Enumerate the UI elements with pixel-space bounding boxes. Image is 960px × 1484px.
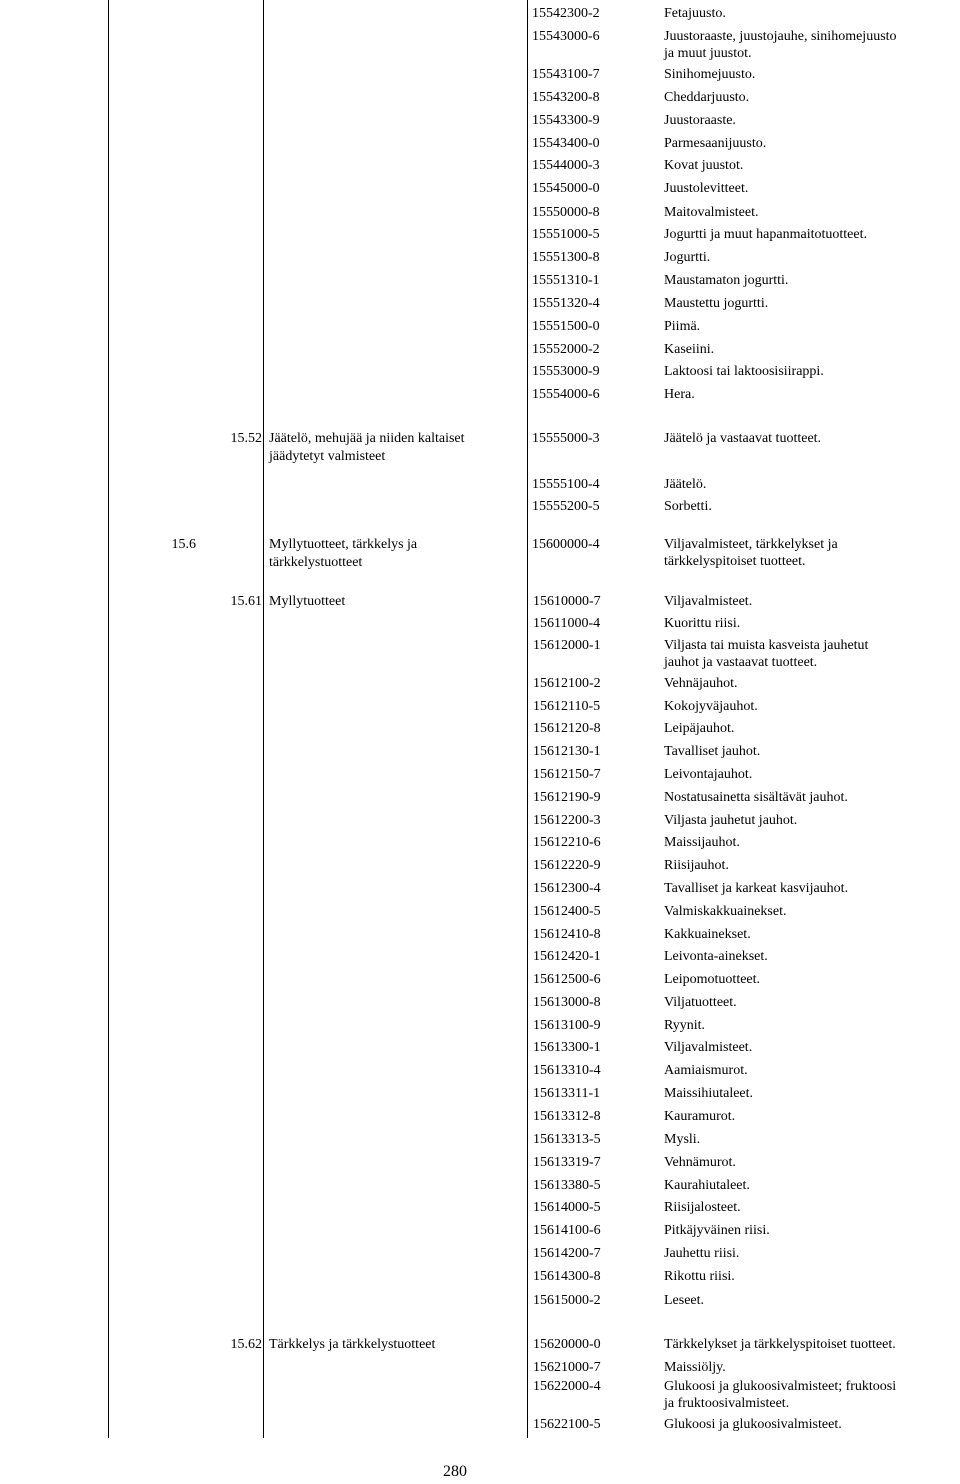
cpv-description: Sinihomejuusto. [664, 67, 756, 82]
cpv-code: 15612130-1 [533, 744, 601, 759]
cpv-description: Viljasta jauhetut jauhot. [664, 813, 798, 828]
cpv-code: 15555200-5 [532, 499, 600, 514]
cpv-code: 15614200-7 [533, 1246, 601, 1261]
cpv-description: Viljatuotteet. [664, 995, 737, 1010]
cpv-code: 15600000-4 [532, 537, 600, 552]
cpv-code: 15613311-1 [533, 1086, 601, 1101]
cpv-description: Riisijalosteet. [664, 1200, 741, 1215]
cpv-description: Tavalliset jauhot. [664, 744, 761, 759]
cpv-code: 15613310-4 [533, 1063, 601, 1078]
cpv-code: 15551300-8 [532, 250, 600, 265]
cpv-description: Riisijauhot. [664, 858, 729, 873]
cpv-description: ja muut juustot. [664, 46, 752, 61]
cpv-description: Mysli. [664, 1132, 701, 1147]
cpv-description: Glukoosi ja glukoosivalmisteet; fruktoosi [664, 1379, 897, 1394]
cpv-description: Vehnäjauhot. [664, 676, 738, 691]
section-number: 15.62 [230, 1337, 262, 1352]
cpv-description: Jauhettu riisi. [664, 1246, 740, 1261]
cpv-description: ja fruktoosivalmisteet. [664, 1396, 790, 1411]
cpv-description: Cheddarjuusto. [664, 90, 750, 105]
cpv-code: 15612150-7 [533, 767, 601, 782]
cpv-description: Laktoosi tai laktoosisiirappi. [664, 364, 824, 379]
section-number: 15.6 [171, 537, 196, 552]
cpv-description: Tärkkelykset ja tärkkelyspitoiset tuotteet. [664, 1337, 896, 1352]
cpv-description: Juustoraaste, juustojauhe, sinihomejuusto [664, 29, 897, 44]
cpv-description: Sorbetti. [664, 499, 712, 514]
cpv-description: Glukoosi ja glukoosivalmisteet. [664, 1417, 842, 1432]
cpv-description: Viljasta tai muista kasveista jauhetut [664, 638, 869, 653]
cpv-description: Kaseiini. [664, 342, 715, 357]
cpv-description: Maissihiutaleet. [664, 1086, 754, 1101]
cpv-code: 15613000-8 [533, 995, 601, 1010]
cpv-code: 15622000-4 [533, 1379, 601, 1394]
column-rule [527, 0, 528, 1438]
section-title: Myllytuotteet, tärkkelys ja [269, 537, 418, 552]
cpv-description: Tavalliset ja karkeat kasvijauhot. [664, 881, 849, 896]
column-rule [108, 0, 109, 1438]
section-title: Myllytuotteet [269, 594, 346, 609]
cpv-description: Kaurahiutaleet. [664, 1178, 750, 1193]
cpv-description: Valmiskakkuainekset. [664, 904, 787, 919]
cpv-description: Parmesaanijuusto. [664, 136, 767, 151]
cpv-code: 15555100-4 [532, 477, 600, 492]
cpv-code: 15612500-6 [533, 972, 601, 987]
cpv-code: 15613312-8 [533, 1109, 601, 1124]
cpv-code: 15545000-0 [532, 181, 600, 196]
cpv-description: Leseet. [664, 1293, 705, 1308]
cpv-code: 15613319-7 [533, 1155, 601, 1170]
cpv-description: Pitkäjyväinen riisi. [664, 1223, 770, 1238]
cpv-code: 15622100-5 [533, 1417, 601, 1432]
cpv-code: 15612000-1 [533, 638, 601, 653]
cpv-code: 15552000-2 [532, 342, 600, 357]
cpv-description: Leipomotuotteet. [664, 972, 761, 987]
cpv-code: 15612210-6 [533, 835, 601, 850]
cpv-description: Kokojyväjauhot. [664, 699, 758, 714]
cpv-description: Leipäjauhot. [664, 721, 735, 736]
cpv-code: 15551000-5 [532, 227, 600, 242]
cpv-description: Viljavalmisteet. [664, 1040, 753, 1055]
section-title: jäädytetyt valmisteet [269, 449, 386, 464]
cpv-description: Hera. [664, 387, 695, 402]
cpv-description: tärkkelyspitoiset tuotteet. [664, 554, 806, 569]
cpv-code: 15620000-0 [533, 1337, 601, 1352]
cpv-description: Maustettu jogurtti. [664, 296, 769, 311]
cpv-code: 15612220-9 [533, 858, 601, 873]
cpv-code: 15543100-7 [532, 67, 600, 82]
cpv-code: 15612400-5 [533, 904, 601, 919]
cpv-description: Ryynit. [664, 1018, 706, 1033]
cpv-code: 15551500-0 [532, 319, 600, 334]
section-title: Tärkkelys ja tärkkelystuotteet [269, 1337, 436, 1352]
cpv-description: Nostatusainetta sisältävät jauhot. [664, 790, 848, 805]
cpv-description: Rikottu riisi. [664, 1269, 735, 1284]
cpv-code: 15612100-2 [533, 676, 601, 691]
cpv-code: 15612200-3 [533, 813, 601, 828]
cpv-description: Maissijauhot. [664, 835, 740, 850]
cpv-description: Viljavalmisteet. [664, 594, 753, 609]
cpv-code: 15551310-1 [532, 273, 600, 288]
cpv-code: 15614300-8 [533, 1269, 601, 1284]
cpv-code: 15553000-9 [532, 364, 600, 379]
cpv-code: 15613100-9 [533, 1018, 601, 1033]
cpv-description: Kovat juustot. [664, 158, 744, 173]
cpv-code: 15543000-6 [532, 29, 600, 44]
cpv-description: Viljavalmisteet, tärkkelykset ja [664, 537, 838, 552]
cpv-description: Aamiaismurot. [664, 1063, 748, 1078]
cpv-code: 15612420-1 [533, 949, 601, 964]
cpv-code: 15555000-3 [532, 431, 600, 446]
cpv-description: Kakkuainekset. [664, 927, 751, 942]
cpv-description: Fetajuusto. [664, 6, 726, 21]
cpv-code: 15550000-8 [532, 205, 600, 220]
cpv-code: 15543300-9 [532, 113, 600, 128]
cpv-code: 15613380-5 [533, 1178, 601, 1193]
cpv-description: Leivonta-ainekset. [664, 949, 768, 964]
column-rule [263, 0, 264, 1438]
cpv-code: 15614100-6 [533, 1223, 601, 1238]
cpv-code: 15613313-5 [533, 1132, 601, 1147]
cpv-code: 15612410-8 [533, 927, 601, 942]
cpv-description: Maustamaton jogurtti. [664, 273, 789, 288]
cpv-code: 15612190-9 [533, 790, 601, 805]
cpv-description: Maissiöljy. [664, 1360, 726, 1375]
cpv-description: Juustoraaste. [664, 113, 736, 128]
cpv-code: 15614000-5 [533, 1200, 601, 1215]
cpv-code: 15551320-4 [532, 296, 600, 311]
section-title: tärkkelystuotteet [269, 555, 363, 570]
section-number: 15.52 [230, 431, 262, 446]
cpv-description: jauhot ja vastaavat tuotteet. [664, 655, 818, 670]
cpv-code: 15612110-5 [533, 699, 601, 714]
cpv-code: 15611000-4 [533, 616, 601, 631]
cpv-code: 15621000-7 [533, 1360, 601, 1375]
cpv-code: 15610000-7 [533, 594, 601, 609]
section-title: Jäätelö, mehujää ja niiden kaltaiset [269, 431, 465, 446]
cpv-code: 15554000-6 [532, 387, 600, 402]
cpv-code: 15612300-4 [533, 881, 601, 896]
cpv-code: 15612120-8 [533, 721, 601, 736]
cpv-description: Maitovalmisteet. [664, 205, 759, 220]
cpv-code: 15544000-3 [532, 158, 600, 173]
cpv-code: 15542300-2 [532, 6, 600, 21]
cpv-description: Kauramurot. [664, 1109, 736, 1124]
cpv-description: Leivontajauhot. [664, 767, 753, 782]
cpv-description: Jogurtti. [664, 250, 711, 265]
cpv-description: Vehnämurot. [664, 1155, 736, 1170]
cpv-description: Piimä. [664, 319, 701, 334]
cpv-description: Jogurtti ja muut hapanmaitotuotteet. [664, 227, 867, 242]
section-number: 15.61 [230, 594, 262, 609]
cpv-code: 15615000-2 [533, 1293, 601, 1308]
cpv-description: Kuorittu riisi. [664, 616, 741, 631]
cpv-code: 15543400-0 [532, 136, 600, 151]
cpv-description: Jäätelö ja vastaavat tuotteet. [664, 431, 822, 446]
cpv-code: 15543200-8 [532, 90, 600, 105]
cpv-description: Juustolevitteet. [664, 181, 749, 196]
page-number: 280 [443, 1463, 467, 1480]
cpv-code: 15613300-1 [533, 1040, 601, 1055]
cpv-description: Jäätelö. [664, 477, 707, 492]
